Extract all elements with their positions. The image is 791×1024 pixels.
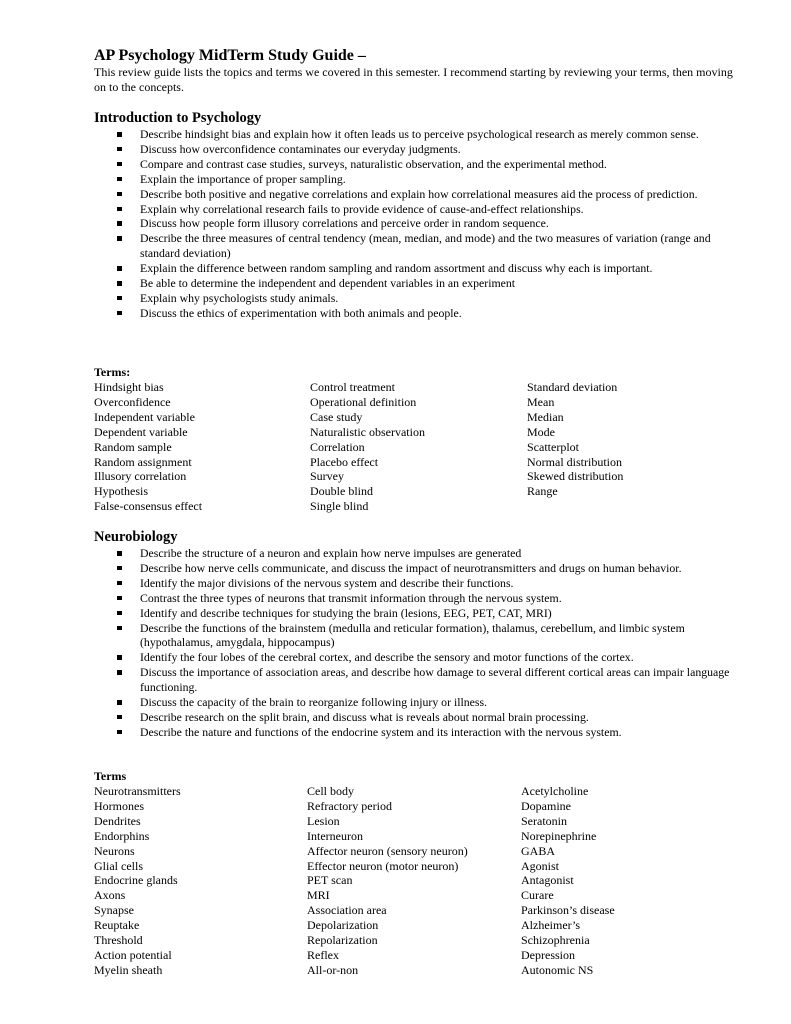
objective-item bbox=[0, 261, 730, 276]
term-item: Single blind bbox=[310, 499, 369, 514]
term-item: Range bbox=[527, 484, 558, 499]
term-item: Median bbox=[527, 409, 564, 424]
square-bullet-icon bbox=[117, 715, 122, 720]
square-bullet-icon bbox=[117, 177, 122, 182]
term-item: False-consensus effect bbox=[94, 499, 203, 514]
term-item: Random assignment bbox=[94, 454, 192, 469]
objective-item bbox=[0, 202, 730, 217]
term-item: Norepinephrine bbox=[521, 828, 597, 843]
term-item: Survey bbox=[310, 469, 344, 484]
term-item: Neurotransmitters bbox=[94, 784, 181, 798]
objective-text: Describe hindsight bias and explain how it often leads us to perceive psychological research as merely common sense. bbox=[140, 127, 699, 141]
objective-item bbox=[0, 142, 730, 157]
objective-item bbox=[0, 561, 730, 576]
objective-item bbox=[0, 650, 730, 665]
terms-column-2 bbox=[307, 784, 468, 978]
term-item: Myelin sheath bbox=[94, 962, 163, 977]
objective-item bbox=[0, 127, 730, 142]
term-item: Skewed distribution bbox=[527, 469, 624, 484]
term-item: Scatterplot bbox=[527, 439, 579, 454]
term-item: Endorphins bbox=[94, 828, 150, 843]
objective-text: Be able to determine the independent and dependent variables in an experiment bbox=[140, 276, 516, 291]
square-bullet-icon bbox=[117, 611, 122, 616]
objective-item bbox=[0, 591, 730, 606]
square-bullet-icon bbox=[117, 132, 122, 137]
term-item: Axons bbox=[94, 888, 126, 903]
objective-item bbox=[0, 306, 730, 321]
section-heading-intro-psych: Introduction to Psychology bbox=[94, 110, 262, 126]
objective-text: Describe the three measures of central tendency (mean, median, and mode) and the two measures of variation (range and standard deviation) bbox=[140, 231, 711, 261]
term-item: Alzheimer’s bbox=[521, 918, 581, 933]
term-item: Normal distribution bbox=[527, 454, 622, 469]
objective-item bbox=[0, 725, 730, 740]
square-bullet-icon bbox=[117, 626, 122, 631]
objective-item bbox=[0, 546, 730, 561]
term-item: Threshold bbox=[94, 933, 143, 948]
objective-text: Describe research on the split brain, and discuss what is reveals about normal brain processing. bbox=[140, 709, 589, 724]
square-bullet-icon bbox=[117, 730, 122, 735]
terms-label-neurobiology: Terms bbox=[94, 769, 127, 783]
square-bullet-icon bbox=[117, 296, 122, 301]
square-bullet-icon bbox=[117, 281, 122, 286]
term-item: Control treatment bbox=[310, 380, 395, 394]
term-item: Parkinson’s disease bbox=[521, 903, 615, 918]
term-item: Reflex bbox=[307, 947, 339, 962]
term-item: Random sample bbox=[94, 439, 172, 454]
term-item: Antagonist bbox=[521, 873, 574, 888]
objective-text: Discuss the capacity of the brain to reorganize following injury or illness. bbox=[140, 695, 488, 710]
objective-text: Describe both positive and negative correlations and explain how correlational measures aid the process of prediction. bbox=[140, 186, 698, 201]
objective-text: Explain the importance of proper sampling. bbox=[140, 171, 346, 186]
term-item: Glial cells bbox=[94, 858, 143, 873]
objective-text: Describe how nerve cells communicate, and discuss the impact of neurotransmitters and drugs on human behavior. bbox=[140, 560, 682, 575]
objective-text: Identify the four lobes of the cerebral cortex, and describe the sensory and motor functions of the cortex. bbox=[140, 650, 634, 665]
term-item: Mode bbox=[527, 424, 555, 439]
square-bullet-icon bbox=[117, 311, 122, 316]
terms-column-2 bbox=[310, 380, 425, 514]
square-bullet-icon bbox=[117, 566, 122, 571]
objective-item bbox=[0, 710, 730, 725]
term-item: Mean bbox=[527, 394, 555, 409]
term-item: Lesion bbox=[307, 813, 340, 828]
objective-item bbox=[0, 231, 730, 261]
objective-text: Discuss how overconfidence contaminates our everyday judgments. bbox=[140, 141, 461, 156]
term-item: Schizophrenia bbox=[521, 933, 590, 948]
term-item: Correlation bbox=[310, 439, 365, 454]
intro-paragraph: This review guide lists the topics and terms we covered in this semester. I recommend starting by reviewing your terms, then moving on to the concepts. bbox=[94, 65, 733, 94]
square-bullet-icon bbox=[117, 147, 122, 152]
term-item: Action potential bbox=[94, 947, 172, 962]
objective-text: Discuss the importance of association areas, and describe how damage to several different cortical areas can impair language functioning. bbox=[140, 665, 730, 695]
term-item: Naturalistic observation bbox=[310, 424, 425, 439]
term-item: Agonist bbox=[521, 858, 560, 873]
objective-item bbox=[0, 621, 730, 651]
term-item: Overconfidence bbox=[94, 394, 171, 409]
objective-text: Discuss the ethics of experimentation with both animals and people. bbox=[140, 305, 462, 320]
square-bullet-icon bbox=[117, 551, 122, 556]
term-item: Placebo effect bbox=[310, 454, 379, 469]
term-item: Seratonin bbox=[521, 813, 567, 828]
square-bullet-icon bbox=[117, 596, 122, 601]
term-item: Case study bbox=[310, 409, 363, 424]
term-item: PET scan bbox=[307, 873, 353, 888]
objective-item bbox=[0, 276, 730, 291]
square-bullet-icon bbox=[117, 655, 122, 660]
objective-text: Contrast the three types of neurons that transmit information through the nervous system. bbox=[140, 590, 562, 605]
objective-text: Explain why correlational research fails to provide evidence of cause-and-effect relationships. bbox=[140, 201, 584, 216]
objective-text: Describe the functions of the brainstem (medulla and reticular formation), thalamus, cerebellum, and limbic system (hypothalamus, amygdala, hippocampus) bbox=[140, 620, 685, 650]
term-item: Dopamine bbox=[521, 798, 571, 813]
term-item: Curare bbox=[521, 888, 554, 903]
term-item: Cell body bbox=[307, 784, 354, 798]
objective-item bbox=[0, 216, 730, 231]
objective-text: Compare and contrast case studies, surveys, naturalistic observation, and the experimental method. bbox=[140, 156, 607, 171]
objective-item bbox=[0, 606, 730, 621]
square-bullet-icon bbox=[117, 207, 122, 212]
section-heading-neurobiology: Neurobiology bbox=[94, 529, 178, 545]
terms-column-1 bbox=[94, 380, 202, 514]
objective-text: Identify and describe techniques for studying the brain (lesions, EEG, PET, CAT, MRI) bbox=[140, 605, 552, 620]
objective-text: Explain the difference between random sampling and random assortment and discuss why each is important. bbox=[140, 261, 653, 276]
term-item: Refractory period bbox=[307, 798, 392, 813]
objective-item bbox=[0, 291, 730, 306]
term-item: Independent variable bbox=[94, 409, 195, 424]
term-item: Neurons bbox=[94, 843, 135, 858]
term-item: Synapse bbox=[94, 903, 134, 918]
objectives-list-intro-psych bbox=[0, 127, 730, 321]
term-item: Affector neuron (sensory neuron) bbox=[307, 843, 468, 858]
terms-column-1 bbox=[94, 784, 181, 978]
objective-text: Discuss how people form illusory correlations and perceive order in random sequence. bbox=[140, 216, 549, 231]
term-item: Hormones bbox=[94, 798, 144, 813]
term-item: Operational definition bbox=[310, 394, 417, 409]
square-bullet-icon bbox=[117, 266, 122, 271]
term-item: Effector neuron (motor neuron) bbox=[307, 858, 459, 873]
term-item: Repolarization bbox=[307, 933, 378, 948]
objective-item bbox=[0, 665, 730, 695]
term-item: Hypothesis bbox=[94, 484, 148, 499]
terms-column-3 bbox=[521, 784, 615, 978]
square-bullet-icon bbox=[117, 162, 122, 167]
term-item: Standard deviation bbox=[527, 380, 618, 394]
term-item: Dendrites bbox=[94, 813, 141, 828]
page-title: AP Psychology MidTerm Study Guide – bbox=[94, 47, 366, 64]
objective-item bbox=[0, 157, 730, 172]
square-bullet-icon bbox=[117, 700, 122, 705]
terms-label-intro-psych: Terms: bbox=[94, 365, 131, 379]
objective-text: Describe the structure of a neuron and explain how nerve impulses are generated bbox=[140, 546, 522, 560]
term-item: Depolarization bbox=[307, 918, 379, 933]
term-item: Depression bbox=[521, 947, 575, 962]
term-item: All-or-non bbox=[307, 962, 359, 977]
term-item: Interneuron bbox=[307, 828, 363, 843]
term-item: Endocrine glands bbox=[94, 873, 178, 888]
term-item: Dependent variable bbox=[94, 424, 188, 439]
term-item: Illusory correlation bbox=[94, 469, 187, 484]
term-item: Double blind bbox=[310, 484, 373, 499]
term-item: MRI bbox=[307, 888, 330, 903]
term-item: Association area bbox=[307, 903, 387, 918]
objective-item bbox=[0, 576, 730, 591]
term-item: Hindsight bias bbox=[94, 380, 164, 394]
objective-item bbox=[0, 187, 730, 202]
objective-text: Explain why psychologists study animals. bbox=[140, 290, 339, 305]
term-item: Acetylcholine bbox=[521, 784, 589, 798]
objective-item bbox=[0, 695, 730, 710]
terms-column-3 bbox=[527, 380, 623, 499]
objective-text: Identify the major divisions of the nervous system and describe their functions. bbox=[140, 575, 514, 590]
square-bullet-icon bbox=[117, 581, 122, 586]
objectives-list-neurobiology bbox=[0, 546, 730, 740]
square-bullet-icon bbox=[117, 192, 122, 197]
square-bullet-icon bbox=[117, 236, 122, 241]
term-item: Reuptake bbox=[94, 918, 140, 933]
objective-item bbox=[0, 172, 730, 187]
term-item: GABA bbox=[521, 843, 556, 858]
square-bullet-icon bbox=[117, 221, 122, 226]
square-bullet-icon bbox=[117, 670, 122, 675]
objective-text: Describe the nature and functions of the endocrine system and its interaction with the nervous system. bbox=[140, 724, 622, 739]
term-item: Autonomic NS bbox=[521, 962, 594, 977]
